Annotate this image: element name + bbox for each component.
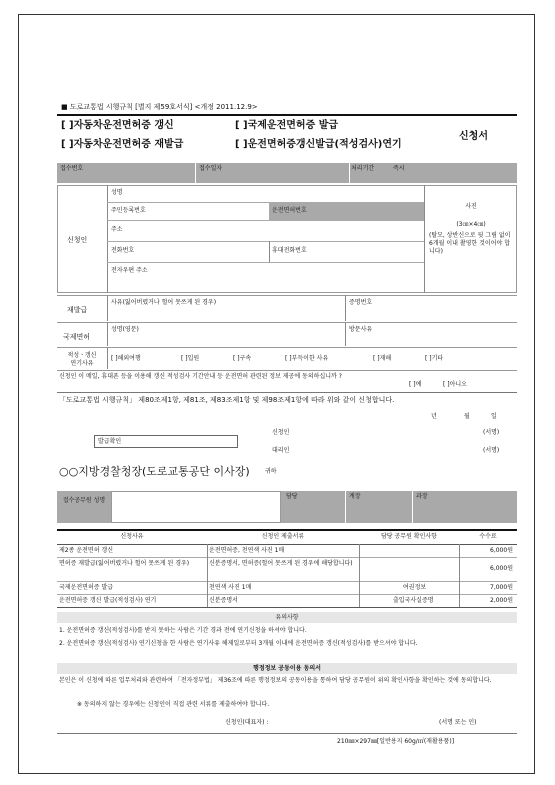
sharing-signer-label: 신청인(대표자) : bbox=[225, 719, 269, 726]
intl-name-label: 성명(영문) bbox=[111, 326, 139, 333]
issue-check-label: 발급확인 bbox=[98, 438, 122, 445]
applicant-sign-label: 신청인 bbox=[272, 429, 290, 436]
fee-row-3-docs: 천연색 사진 1매 bbox=[209, 584, 252, 591]
fee-row-1-reason: 제2종 운전면허 갱신 bbox=[59, 547, 114, 554]
chief-label: 계장 bbox=[349, 493, 361, 500]
intl-license-label: 국제면허 bbox=[63, 333, 91, 341]
postpone-label-2: 연기사유 bbox=[70, 360, 94, 367]
sharing-sign-mark: (서명 또는 인) bbox=[439, 719, 477, 726]
law-reference: ■ 도로교통법 시행규칙 [별지 제59호서식] <개정 2011.12.9> bbox=[61, 103, 258, 111]
fee-row-4-docs: 신분증명서 bbox=[209, 597, 238, 604]
photo-size: (3㎝×4㎝) bbox=[456, 221, 486, 228]
note-2: 2. 운전면허증 갱신(적성검사) 연기신청을 한 사람은 연기사유 해제일로부터 3개월 이내에 운전면허증 갱신(적성검사)를 받으셔야 합니다. bbox=[59, 640, 418, 647]
postpone-option-unavoidable[interactable]: [ ]부득이한 사유 bbox=[285, 355, 329, 362]
fee-row-3-fee: 7,000원 bbox=[490, 584, 513, 591]
fee-row-2-reason: 면허증 재발급(잃어버렸거나 헐어 못쓰게 된 경우) bbox=[59, 560, 190, 567]
person-in-charge-label: 담당 bbox=[286, 493, 298, 500]
address-label: 주소 bbox=[111, 226, 123, 233]
postpone-option-other[interactable]: [ ]기타 bbox=[425, 355, 444, 362]
fee-row-1-fee: 6,000원 bbox=[490, 547, 513, 554]
head-label: 과장 bbox=[416, 493, 428, 500]
agent-sign-label: 대리인 bbox=[272, 447, 290, 454]
receipt-row bbox=[57, 163, 517, 183]
fee-row-1-docs: 운전면허증, 천연색 사진 1매 bbox=[209, 547, 285, 554]
photo-title: 사진 bbox=[465, 203, 477, 210]
issue-check-box[interactable] bbox=[94, 435, 238, 448]
sharing-note: ※ 동의하지 않는 경우에는 신청인이 직접 관련 서류를 제출하여야 합니다. bbox=[77, 701, 270, 708]
consent-no[interactable]: [ ]아니오 bbox=[443, 381, 467, 388]
date-year: 년 bbox=[431, 413, 437, 420]
title-postpone[interactable]: [ ]운전면허증갱신발급(적성검사)연기 bbox=[235, 139, 402, 150]
sharing-title: 행정정보 공동이용 동의서 bbox=[253, 665, 321, 672]
header-divider bbox=[57, 114, 517, 116]
fee-row-4-check: 출입국사실증명 bbox=[393, 597, 434, 604]
received-official-field[interactable] bbox=[111, 491, 281, 523]
reissue-number-label: 증명번호 bbox=[349, 299, 373, 306]
fee-header-reason: 신청사유 bbox=[120, 533, 144, 540]
applicant-section-label: 신청인 bbox=[67, 236, 88, 244]
processing-period-label: 처리기간 bbox=[351, 165, 375, 172]
receipt-number-label: 접수번호 bbox=[60, 165, 84, 172]
form-page bbox=[18, 14, 535, 774]
rrn-label: 주민등록번호 bbox=[111, 207, 146, 214]
fee-row-4-reason: 운전면허증 갱신 발급(적성검사) 연기 bbox=[59, 597, 157, 604]
postpone-option-disaster[interactable]: [ ]재해 bbox=[373, 355, 392, 362]
postpone-option-hospital[interactable]: [ ]입원 bbox=[181, 355, 200, 362]
visit-reason-label: 방문사유 bbox=[349, 326, 373, 333]
fee-row-2-docs: 신분증명서, 면허증(헐어 못쓰게 된 경우에 해당합니다) bbox=[209, 560, 353, 567]
fee-row-4-fee: 2,000원 bbox=[490, 597, 513, 604]
recipient-suffix: 귀하 bbox=[265, 468, 277, 475]
license-number-label: 운전면허번호 bbox=[272, 207, 307, 214]
fee-row-3-reason: 국제운전면허증 발급 bbox=[59, 584, 114, 591]
date-month: 월 bbox=[464, 413, 470, 420]
sharing-body: 본인은 이 신청에 따른 업무처리와 관련하여 「전자정부법」 제36조에 따른 행정정보의 공동이용을 통하여 담당 공무원이 위의 확인사항을 확인하는 것에 동의합니다. bbox=[59, 677, 492, 684]
phone-label: 전화번호 bbox=[111, 247, 135, 254]
title-intl-license[interactable]: [ ]국제운전면허증 발급 bbox=[235, 120, 339, 131]
title-suffix: 신청서 bbox=[459, 131, 488, 142]
fee-table-header bbox=[57, 530, 517, 544]
applicant-sign-mark: (서명) bbox=[483, 429, 500, 436]
name-label: 성명 bbox=[111, 189, 123, 196]
statement-text: 「도로교통법 시행규칙」 제80조제1항, 제81조, 제83조제1항 및 제98조제1항에 따라 위와 같이 신청합니다. bbox=[59, 396, 395, 404]
fee-row-2-fee: 6,000원 bbox=[490, 565, 513, 572]
photo-note: (탈모, 상반신으로 뒷 그림 없이 6개월 이내 촬영한 것이어야 합니다) bbox=[429, 232, 511, 255]
fee-header-check: 담당 공무원 확인사항 bbox=[381, 533, 437, 540]
agent-sign-mark: (서명) bbox=[483, 447, 500, 454]
email-label: 전자우편 주소 bbox=[111, 267, 148, 274]
recipient-name: ○○지방경찰청장(도로교통공단 이사장) bbox=[59, 465, 250, 478]
paper-spec: 210㎜×297㎜[일반용지 60g/㎡(재활용품)] bbox=[337, 738, 455, 745]
date-day: 일 bbox=[491, 413, 497, 420]
processing-period-value: 즉시 bbox=[393, 165, 405, 172]
note-1: 1. 운전면허증 갱신(적성검사)를 받지 못하는 사람은 기간 경과 전에 연기신청을 하셔야 합니다. bbox=[59, 627, 307, 634]
title-license-reissue[interactable]: [ ]자동차운전면허증 재발급 bbox=[61, 139, 184, 150]
consent-question: 신청인 이 메일, 휴대폰 등을 이용해 갱신 적성검사 기간안내 등 운전면허 관련된 정보 제공에 동의하십니까 ? bbox=[59, 373, 342, 380]
fee-header-fee: 수수료 bbox=[479, 533, 497, 540]
reissue-reason-label: 사유(잃어버렸거나 헐어 못쓰게 된 경우) bbox=[111, 299, 217, 306]
received-official-label: 접수공무원 성명 bbox=[62, 497, 106, 504]
notes-title-bar bbox=[57, 612, 517, 623]
mobile-label: 휴대전화번호 bbox=[272, 247, 307, 254]
fee-row-3-check: 여권정보 bbox=[403, 584, 427, 591]
consent-yes[interactable]: [ ]예 bbox=[409, 381, 422, 388]
postpone-option-travel[interactable]: [ ]해외여행 bbox=[111, 355, 141, 362]
receipt-date-label: 접수일자 bbox=[199, 165, 223, 172]
fee-header-docs: 신청인 제출서류 bbox=[261, 533, 305, 540]
title-license-renewal[interactable]: [ ]자동차운전면허증 갱신 bbox=[61, 120, 174, 131]
notes-title: 유의사항 bbox=[275, 614, 299, 621]
postpone-label-1: 적성ㆍ갱신 bbox=[67, 352, 97, 359]
postpone-option-detention[interactable]: [ ]구속 bbox=[233, 355, 252, 362]
sharing-title-bar bbox=[57, 663, 517, 674]
reissue-label: 재발급 bbox=[67, 306, 88, 314]
